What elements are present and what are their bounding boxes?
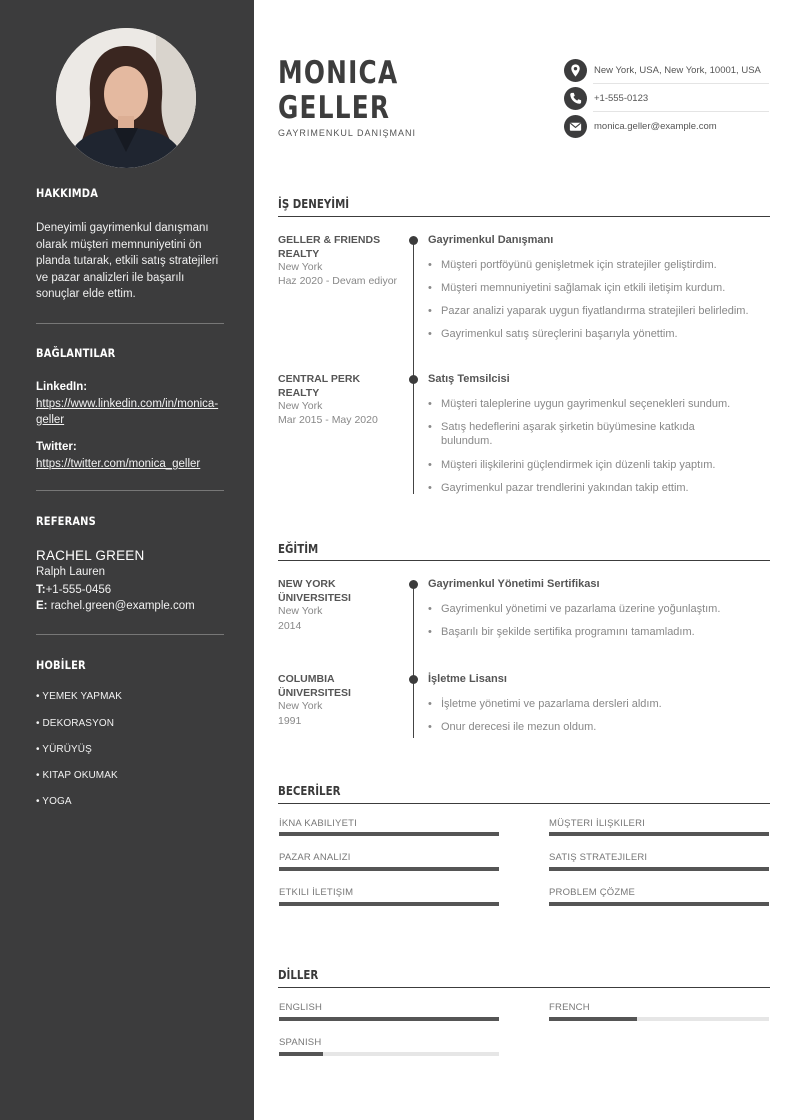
timeline-dot <box>409 675 418 684</box>
skill-bar <box>549 832 769 836</box>
skill-bar-fill <box>549 867 769 871</box>
hobby-item: • DEKORASYON <box>36 718 115 729</box>
last-name: GELLER <box>278 90 391 126</box>
linkedin-link[interactable]: https://www.linkedin.com/in/monica-geller <box>36 398 219 426</box>
skill-bar <box>279 867 499 871</box>
education-title: Gayrimenkul Yönetimi Sertifikası <box>428 578 600 590</box>
timeline-dot <box>409 375 418 384</box>
reference-email-label: E: <box>36 600 48 612</box>
skill-bar <box>549 902 769 906</box>
education-dates: 1991 <box>278 715 302 727</box>
experience-bullet: • Müşteri portföyünü genişletmek için stratejiler geliştirdim. <box>428 258 772 272</box>
reference-phone <box>36 584 111 596</box>
profile-photo <box>56 28 196 168</box>
language-bar-fill <box>279 1017 499 1021</box>
twitter-link[interactable]: https://twitter.com/monica_geller <box>36 458 201 470</box>
skill-label: MÜŞTERI İLIŞKILERI <box>549 818 645 829</box>
experience-location: New York <box>278 400 323 412</box>
education-org: COLUMBIA ÜNIVERSITESI <box>278 673 351 699</box>
section-divider <box>278 803 770 804</box>
language-bar <box>549 1017 769 1021</box>
education-bullet: • İşletme yönetimi ve pazarlama dersleri aldım. <box>428 697 772 711</box>
education-org: NEW YORK ÜNIVERSITESI <box>278 578 351 604</box>
skill-bar-fill <box>549 832 769 836</box>
experience-bullet: • Pazar analizi yaparak uygun fiyatlandırma stratejileri belirledim. <box>428 304 772 318</box>
skill-label: İKNA KABILIYETI <box>279 818 357 829</box>
reference-email-value: rachel.green@example.com <box>50 600 195 612</box>
language-label: FRENCH <box>549 1002 590 1013</box>
languages-heading: DİLLER <box>278 967 319 982</box>
language-bar <box>279 1052 499 1056</box>
about-text: Deneyimli gayrimenkul danışmanı olarak müşteri memnuniyetini ön planda tutarak, etkili satış stratejileri ve pazar analizleri ile başarılı sonuçlar elde ettim. <box>36 222 219 300</box>
twitter-label: Twitter: <box>36 441 77 453</box>
timeline-line <box>413 583 414 738</box>
timeline-dot <box>409 580 418 589</box>
experience-bullet: • Müşteri memnuniyetini sağlamak için etkili iletişim kurdum. <box>428 281 772 295</box>
phone-icon <box>564 87 587 110</box>
skill-bar-fill <box>279 902 499 906</box>
education-dates: 2014 <box>278 620 302 632</box>
skill-bar <box>279 902 499 906</box>
links-heading: BAĞLANTILAR <box>36 346 116 360</box>
first-name: MONICA <box>278 55 399 91</box>
hobby-item: • YEMEK YAPMAK <box>36 691 123 702</box>
experience-org: GELLER & FRIENDS REALTY <box>278 234 381 260</box>
reference-email <box>36 600 195 612</box>
education-location: New York <box>278 605 323 617</box>
reference-name: RACHEL GREEN <box>36 548 145 563</box>
sidebar <box>0 0 254 1120</box>
skill-bar <box>549 867 769 871</box>
language-label: ENGLISH <box>279 1002 323 1013</box>
experience-heading: İŞ DENEYİMİ <box>278 196 350 211</box>
experience-bullet: • Müşteri taleplerine uygun gayrimenkul seçenekleri sundum. <box>428 397 772 411</box>
experience-dates: Haz 2020 - Devam ediyor <box>278 275 398 287</box>
hobby-item: • YOGA <box>36 796 72 807</box>
reference-heading: REFERANS <box>36 514 96 528</box>
language-bar <box>279 1017 499 1021</box>
location-pin-icon <box>564 59 587 82</box>
divider <box>593 83 769 84</box>
email-icon <box>564 115 587 138</box>
hobby-item: • YÜRÜYÜŞ <box>36 744 92 755</box>
experience-bullet: • Müşteri ilişkilerini güçlendirmek için düzenli takip yaptım. <box>428 458 772 472</box>
language-bar-fill <box>549 1017 637 1021</box>
skill-bar-fill <box>549 902 769 906</box>
experience-org: CENTRAL PERK REALTY <box>278 373 361 399</box>
divider <box>36 490 224 491</box>
language-label: SPANISH <box>279 1037 322 1048</box>
section-divider <box>278 216 770 217</box>
skill-label: PAZAR ANALIZI <box>279 852 351 863</box>
experience-bullet: • Gayrimenkul satış süreçlerini başarıyla yönettim. <box>428 327 772 341</box>
language-bar-fill <box>279 1052 323 1056</box>
education-location: New York <box>278 700 323 712</box>
section-divider <box>278 987 770 988</box>
divider <box>36 323 224 324</box>
skill-bar-fill <box>279 867 499 871</box>
hobby-item: • KITAP OKUMAK <box>36 770 118 781</box>
education-heading: EĞİTİM <box>278 541 319 556</box>
education-bullet: • Onur derecesi ile mezun oldum. <box>428 720 772 734</box>
experience-bullet: • Gayrimenkul pazar trendlerini yakından takip ettim. <box>428 481 772 495</box>
email-text: monica.geller@example.com <box>594 121 717 132</box>
timeline-line <box>413 239 414 494</box>
divider <box>593 111 769 112</box>
experience-bullet: • Satış hedeflerini aşarak şirketin büyümesine katkıda bulundum. <box>428 420 728 448</box>
skill-bar <box>279 832 499 836</box>
about-heading: HAKKIMDA <box>36 186 99 200</box>
address-text: New York, USA, New York, 10001, USA <box>594 65 761 76</box>
hobbies-heading: HOBİLER <box>36 658 86 672</box>
phone-text: +1-555-0123 <box>594 93 649 104</box>
education-bullet: • Başarılı bir şekilde sertifika programını tamamladım. <box>428 625 772 639</box>
section-divider <box>278 560 770 561</box>
reference-company: Ralph Lauren <box>36 566 106 578</box>
job-role: GAYRIMENKUL DANIŞMANI <box>278 128 417 138</box>
reference-phone-label: T: <box>36 584 46 596</box>
linkedin-label: LinkedIn: <box>36 381 88 393</box>
divider <box>36 634 224 635</box>
skill-label: ETKILI İLETIŞIM <box>279 887 354 898</box>
experience-location: New York <box>278 261 323 273</box>
reference-phone-value: +1-555-0456 <box>45 584 112 596</box>
skill-label: SATIŞ STRATEJILERI <box>549 852 648 863</box>
timeline-dot <box>409 236 418 245</box>
skill-bar-fill <box>279 832 499 836</box>
education-bullet: • Gayrimenkul yönetimi ve pazarlama üzerine yoğunlaştım. <box>428 602 772 616</box>
skill-label: PROBLEM ÇÖZME <box>549 887 635 898</box>
experience-title: Satış Temsilcisi <box>428 373 510 385</box>
experience-dates: Mar 2015 - May 2020 <box>278 414 378 426</box>
skills-heading: BECERİLER <box>278 783 341 798</box>
experience-title: Gayrimenkul Danışmanı <box>428 234 554 246</box>
education-title: İşletme Lisansı <box>428 673 507 685</box>
